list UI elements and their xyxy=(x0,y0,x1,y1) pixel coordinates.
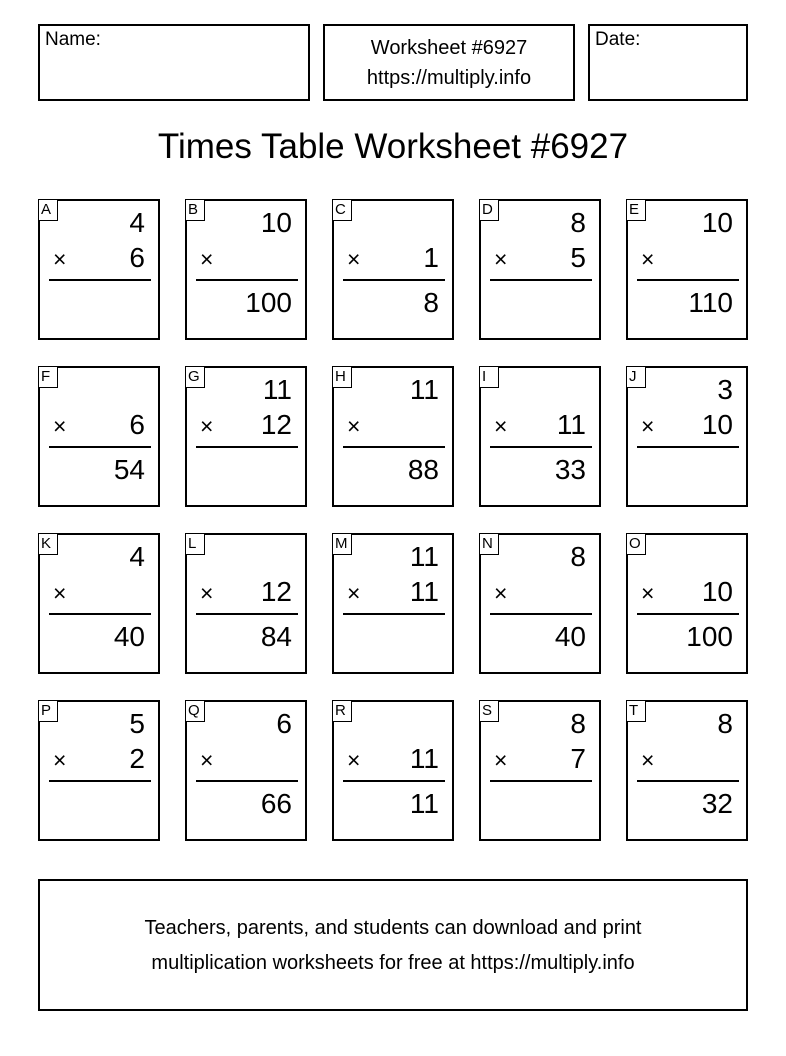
footer-text-line-1: Teachers, parents, and students can download and print xyxy=(144,917,642,939)
answer-rule xyxy=(490,446,592,448)
multiplier: 10 xyxy=(701,409,733,440)
problem-letter: I xyxy=(479,366,499,388)
problem-card xyxy=(332,199,454,340)
answer-rule xyxy=(490,780,592,782)
problem-letter: G xyxy=(185,366,205,388)
problem-card xyxy=(38,366,160,507)
times-sign: × xyxy=(494,413,508,439)
answer-rule xyxy=(490,279,592,281)
problem-letter: N xyxy=(479,533,499,555)
problem-letter: O xyxy=(626,533,646,555)
answer-rule xyxy=(196,780,298,782)
problem-letter: C xyxy=(332,199,352,221)
product[interactable]: 8 xyxy=(423,287,439,318)
problem-card xyxy=(185,533,307,674)
multiplicand: 10 xyxy=(260,207,292,238)
product[interactable]: 54 xyxy=(113,454,145,485)
multiplier: 5 xyxy=(570,242,586,273)
footer-text-line-2: multiplication worksheets for free at https://multiply.info xyxy=(151,952,635,974)
multiplicand: 11 xyxy=(409,541,439,572)
problem-letter: T xyxy=(626,700,646,722)
answer-rule xyxy=(343,446,445,448)
name-field-box[interactable] xyxy=(38,24,310,101)
problem-letter: K xyxy=(38,533,58,555)
multiplier: 12 xyxy=(260,409,292,440)
product[interactable]: 32 xyxy=(701,788,733,819)
multiplier: 10 xyxy=(701,576,733,607)
product[interactable]: 40 xyxy=(554,621,586,652)
problem-letter: J xyxy=(626,366,646,388)
times-sign: × xyxy=(200,747,214,773)
problem-card xyxy=(626,366,748,507)
times-sign: × xyxy=(200,580,214,606)
times-sign: × xyxy=(200,413,214,439)
answer-rule xyxy=(637,446,739,448)
answer-rule xyxy=(49,279,151,281)
problem-letter: E xyxy=(626,199,646,221)
times-sign: × xyxy=(641,580,655,606)
problem-card xyxy=(38,533,160,674)
multiplicand: 11 xyxy=(262,374,292,405)
multiplicand: 3 xyxy=(717,374,733,405)
answer-rule xyxy=(49,446,151,448)
multiplicand: 5 xyxy=(129,708,145,739)
times-sign: × xyxy=(347,246,361,272)
name-label: Name: xyxy=(45,29,101,50)
answer-rule xyxy=(49,613,151,615)
times-sign: × xyxy=(641,747,655,773)
multiplier: 6 xyxy=(129,409,145,440)
date-label: Date: xyxy=(595,29,641,50)
multiplicand: 11 xyxy=(409,374,439,405)
problem-card xyxy=(332,366,454,507)
problem-letter: Q xyxy=(185,700,205,722)
problem-letter: A xyxy=(38,199,58,221)
times-sign: × xyxy=(641,246,655,272)
answer-rule xyxy=(490,613,592,615)
answer-rule xyxy=(637,780,739,782)
problem-card xyxy=(626,533,748,674)
times-sign: × xyxy=(494,747,508,773)
multiplier: 11 xyxy=(409,743,439,774)
problem-card xyxy=(479,700,601,841)
footer-box xyxy=(38,879,748,1011)
problem-letter: R xyxy=(332,700,352,722)
product[interactable]: 88 xyxy=(407,454,439,485)
multiplier: 6 xyxy=(129,242,145,273)
problem-letter: B xyxy=(185,199,205,221)
answer-rule xyxy=(343,279,445,281)
problem-card xyxy=(185,700,307,841)
problem-card xyxy=(479,533,601,674)
product[interactable]: 11 xyxy=(409,788,439,819)
multiplicand: 8 xyxy=(570,541,586,572)
problem-card xyxy=(185,199,307,340)
problem-card xyxy=(479,366,601,507)
multiplier: 2 xyxy=(129,743,145,774)
problem-letter: L xyxy=(185,533,205,555)
product[interactable]: 100 xyxy=(686,621,733,652)
product[interactable]: 100 xyxy=(245,287,292,318)
answer-rule xyxy=(49,780,151,782)
product[interactable]: 40 xyxy=(113,621,145,652)
answer-rule xyxy=(343,613,445,615)
times-sign: × xyxy=(53,747,67,773)
times-sign: × xyxy=(53,580,67,606)
times-sign: × xyxy=(200,246,214,272)
problem-letter: F xyxy=(38,366,58,388)
multiplicand: 8 xyxy=(570,207,586,238)
problem-card xyxy=(185,366,307,507)
multiplier: 11 xyxy=(409,576,439,607)
problem-letter: D xyxy=(479,199,499,221)
problem-letter: P xyxy=(38,700,58,722)
times-sign: × xyxy=(347,747,361,773)
multiplicand: 4 xyxy=(129,541,145,572)
multiplier: 7 xyxy=(570,743,586,774)
answer-rule xyxy=(637,613,739,615)
problem-card xyxy=(626,700,748,841)
date-field-box[interactable] xyxy=(588,24,748,101)
multiplicand: 6 xyxy=(276,708,292,739)
worksheet-info-box xyxy=(323,24,575,101)
problem-card xyxy=(332,533,454,674)
multiplicand: 8 xyxy=(717,708,733,739)
times-sign: × xyxy=(347,580,361,606)
answer-rule xyxy=(196,446,298,448)
problem-card xyxy=(626,199,748,340)
multiplier: 12 xyxy=(260,576,292,607)
answer-rule xyxy=(196,279,298,281)
answer-rule xyxy=(343,780,445,782)
product[interactable]: 84 xyxy=(260,621,292,652)
problem-card xyxy=(332,700,454,841)
problem-card xyxy=(38,700,160,841)
multiplier: 11 xyxy=(556,409,586,440)
multiplier: 1 xyxy=(423,242,439,273)
times-sign: × xyxy=(494,246,508,272)
times-sign: × xyxy=(53,246,67,272)
multiplicand: 4 xyxy=(129,207,145,238)
problem-letter: M xyxy=(332,533,352,555)
product[interactable]: 33 xyxy=(554,454,586,485)
problem-letter: H xyxy=(332,366,352,388)
times-sign: × xyxy=(494,580,508,606)
multiplicand: 10 xyxy=(701,207,733,238)
product[interactable]: 110 xyxy=(688,287,733,318)
answer-rule xyxy=(196,613,298,615)
product[interactable]: 66 xyxy=(260,788,292,819)
problem-letter: S xyxy=(479,700,499,722)
problem-card xyxy=(479,199,601,340)
worksheet-url: https://multiply.info xyxy=(366,67,532,89)
answer-rule xyxy=(637,279,739,281)
page-title: Times Table Worksheet #6927 xyxy=(157,127,629,166)
times-sign: × xyxy=(53,413,67,439)
multiplicand: 8 xyxy=(570,708,586,739)
worksheet-number: Worksheet #6927 xyxy=(370,37,528,59)
times-sign: × xyxy=(641,413,655,439)
problem-card xyxy=(38,199,160,340)
times-sign: × xyxy=(347,413,361,439)
